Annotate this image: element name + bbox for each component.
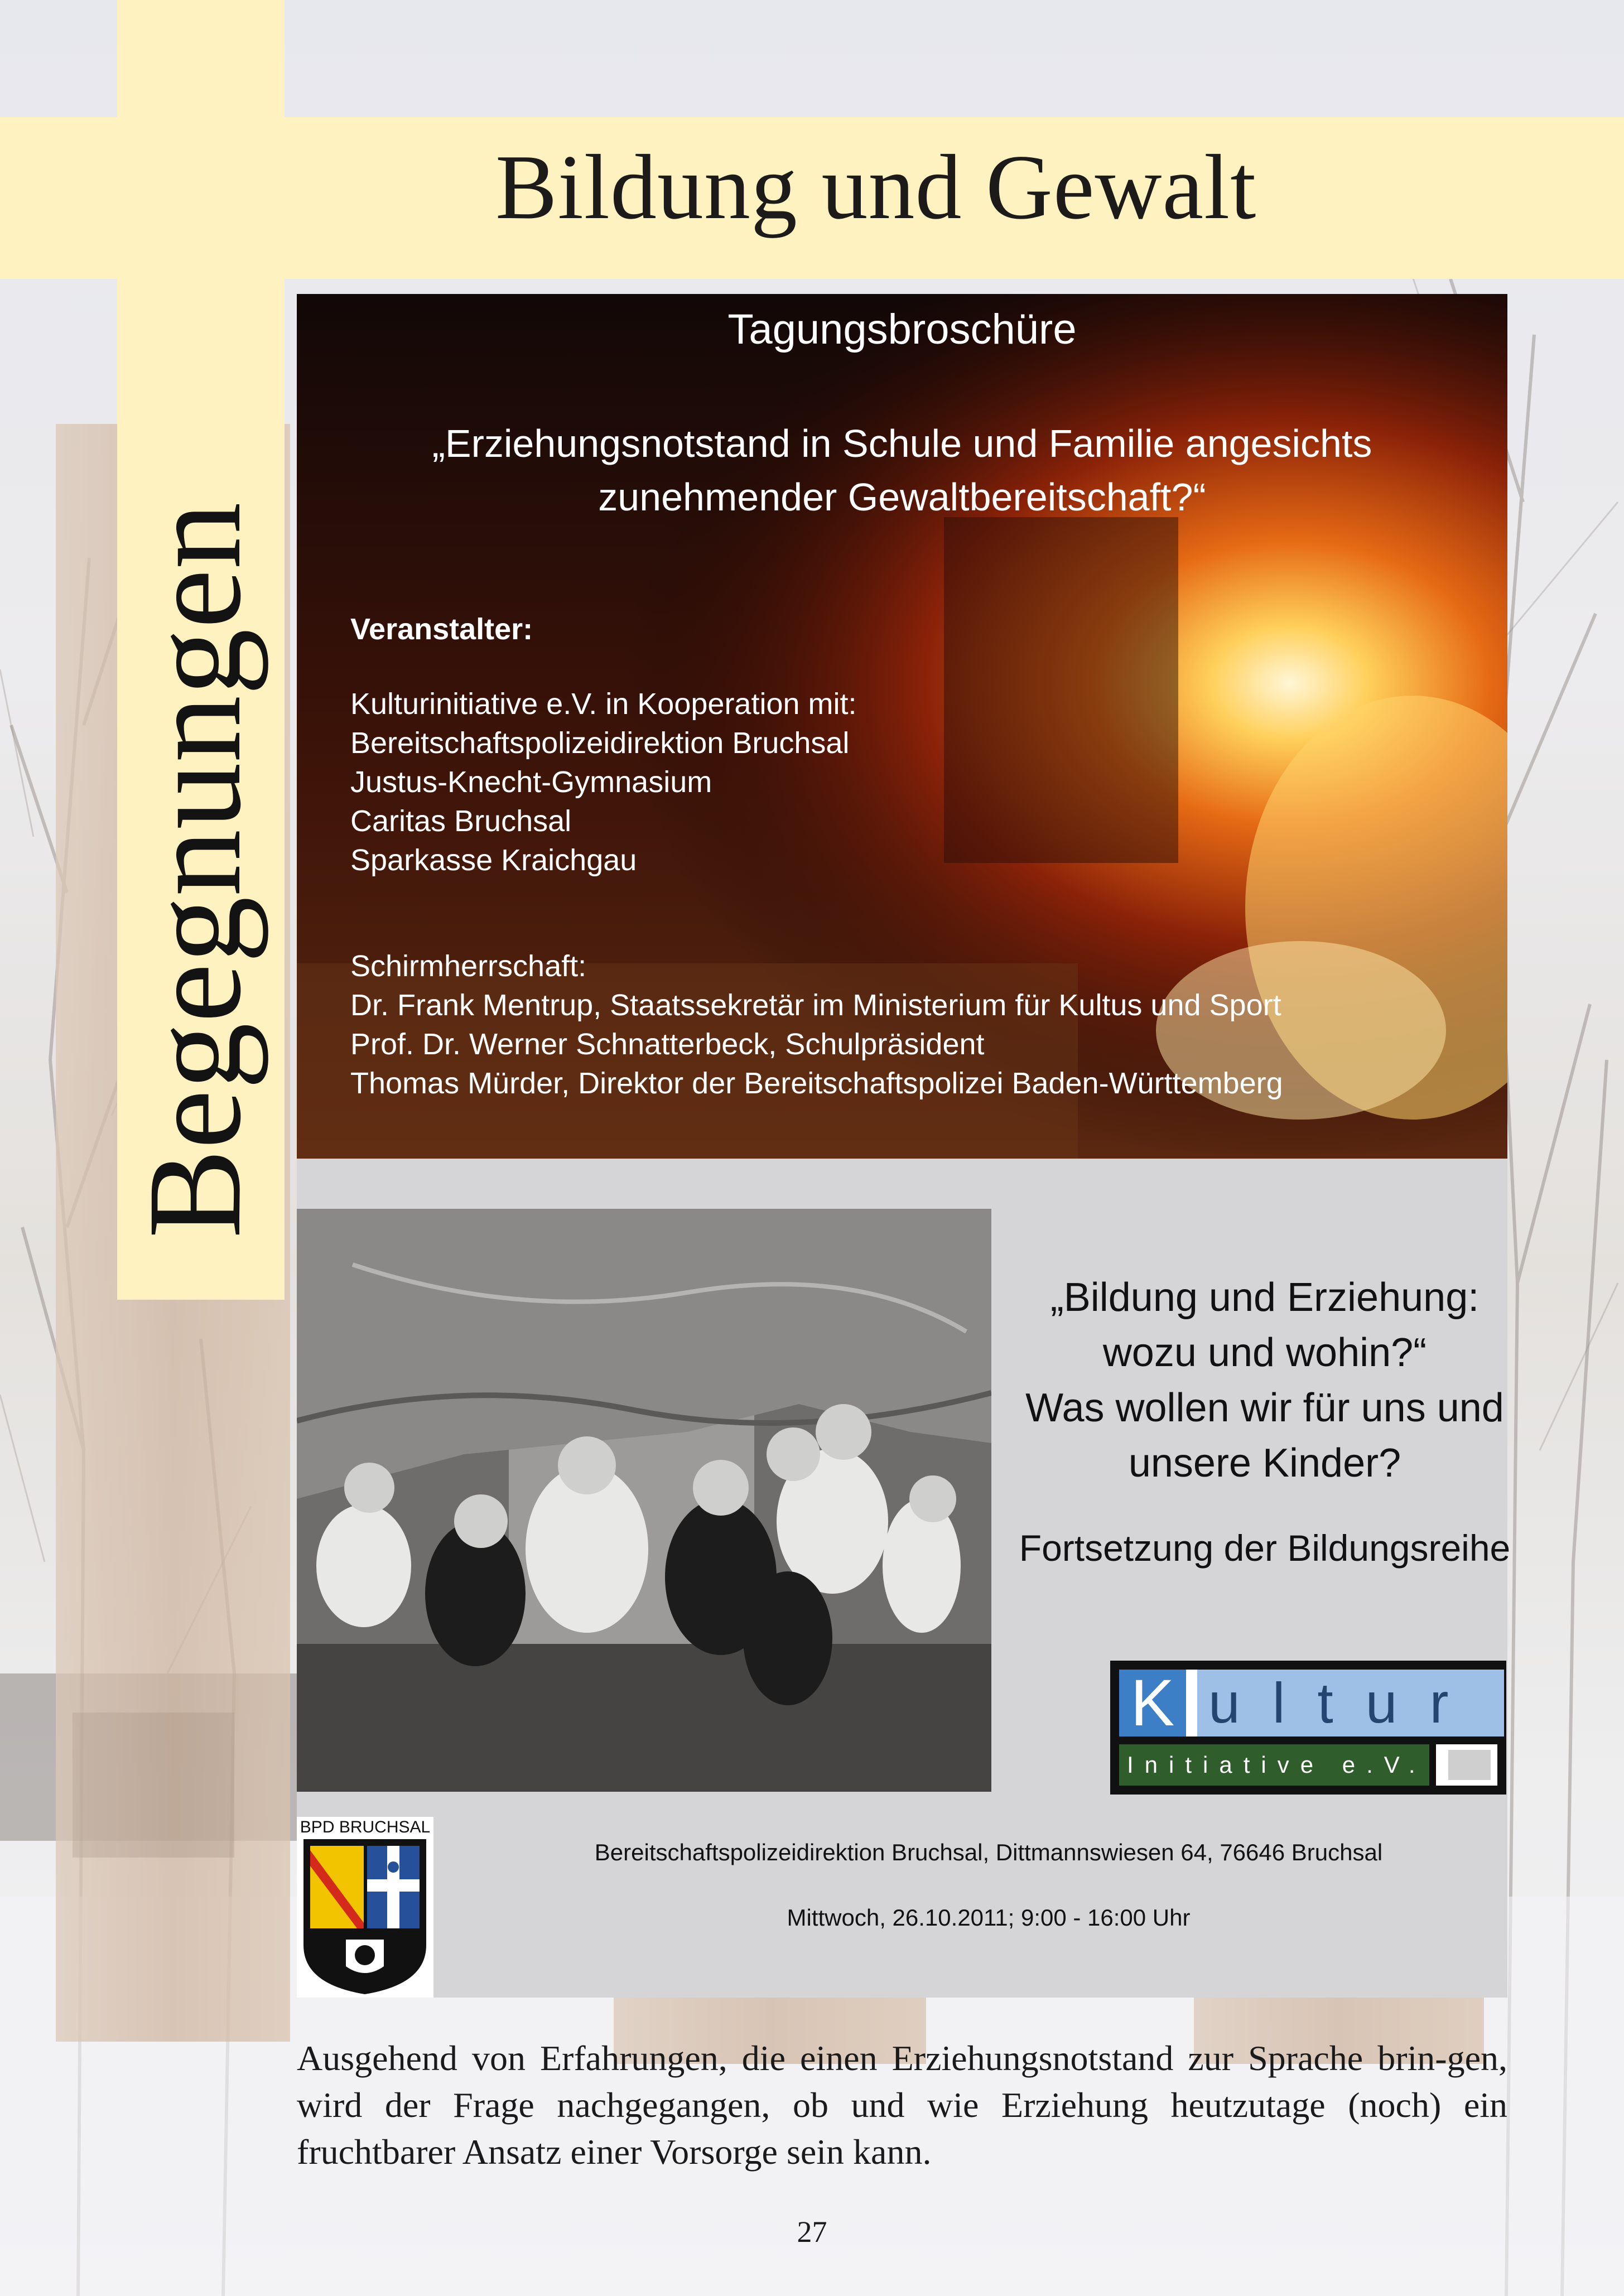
list-item: Thomas Mürder, Direktor der Bereitschaftspolizei Baden-Württemberg [350,1067,1283,1100]
list-item: Dr. Frank Mentrup, Staatssekretär im Ministerium für Kultus und Sport [350,988,1281,1022]
event-date: Mittwoch, 26.10.2011; 9:00 - 16:00 Uhr [787,1904,1191,1931]
bildung-quote-line1: „Bildung und Erziehung: [1050,1275,1480,1320]
conference-title-line1: „Erziehungsnotstand in Schule und Familie angesichts [432,422,1372,465]
conference-title [297,417,1507,524]
bpd-bruchsal-badge [297,1817,433,1998]
logo-subtitle: Initiative e.V. [1119,1744,1429,1786]
logo-top-bar [1119,1666,1497,1740]
list-item: Justus-Knecht-Gymnasium [350,765,712,799]
body-paragraph: Ausgehend von Erfahrungen, die einen Erziehungsnotstand zur Sprache brin-gen, wird der Frage nachgegangen, ob und wie Erziehung heutzutage (noch) ein fruchtbarer Ansatz einer Vorsorge sein kann. [297,2038,1507,2172]
list-item: Caritas Bruchsal [350,804,572,838]
conference-title-line2: zunehmender Gewaltbereitschaft?“ [598,475,1206,519]
kultur-initiative-logo [1110,1661,1506,1795]
list-item: Bereitschaftspolizeidirektion Bruchsal [350,726,850,760]
poster-top [297,294,1507,1159]
bildung-quote-line3: Was wollen wir für uns und [1025,1386,1504,1430]
poster-bottom [297,1159,1511,1998]
bildung-quote-line2: wozu und wohin?“ [1102,1330,1427,1375]
brochure-heading: Tagungsbroschüre [727,306,1077,353]
children-photo [297,1209,991,1792]
logo-letter-k: K [1119,1670,1186,1737]
organizer-list [350,684,857,880]
list-item: Prof. Dr. Werner Schnatterbeck, Schulpräsident [350,1028,985,1061]
badge-label: BPD BRUCHSAL [300,1818,431,1836]
logo-word: ultur [1197,1670,1504,1737]
children-photo-drawing [297,1209,991,1792]
coat-of-arms-icon [297,1817,433,1998]
bildung-quote [1000,1270,1530,1491]
logo-box-inner [1448,1750,1491,1780]
section-label-vertical: Begegnungen [120,502,268,1238]
list-item: Kulturinitiative e.V. in Kooperation mit: [350,687,857,721]
list-item: Sparkasse Kraichgau [350,843,637,877]
bildung-quote-line4: unsere Kinder? [1128,1441,1401,1485]
venue-address: Bereitschaftspolizeidirektion Bruchsal, Dittmannswiesen 64, 76646 Bruchsal [594,1839,1383,1865]
series-subtitle: Fortsetzung der Bildungsreihe [1019,1527,1511,1569]
organizer-label: Veranstalter: [350,612,533,646]
page-number: 27 [797,2215,827,2249]
page-title: Bildung und Gewalt [495,136,1257,238]
patronage-section [350,947,1283,1103]
patronage-label: Schirmherrschaft: [350,949,587,983]
